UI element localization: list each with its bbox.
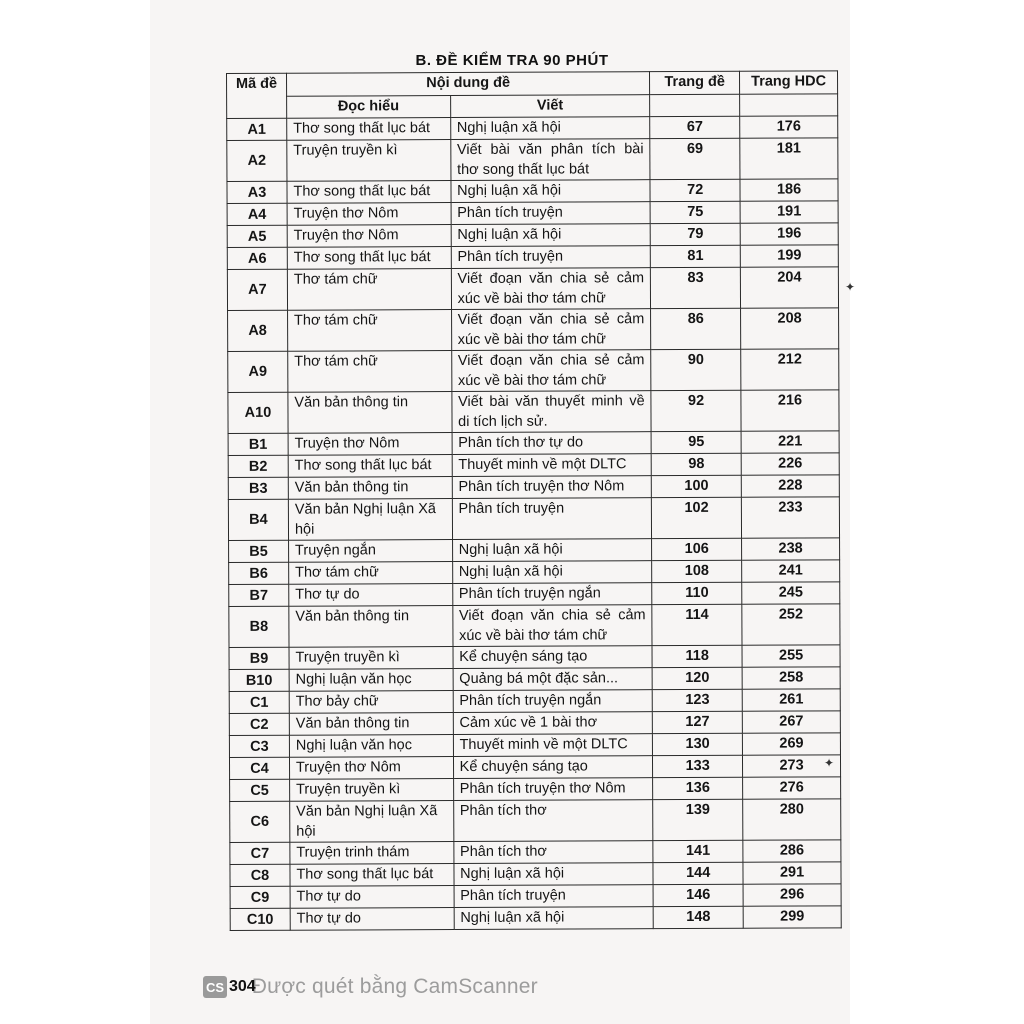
table-row [229, 711, 840, 736]
page-cell: 69 [650, 138, 740, 179]
page-cell: 139 [653, 799, 743, 840]
footer [203, 972, 538, 1002]
answer-page-cell: 299 [743, 906, 841, 928]
answer-page-cell: 296 [743, 884, 841, 906]
answer-page-cell: 241 [742, 560, 840, 582]
code-cell: A3 [227, 181, 287, 203]
code-cell: B9 [229, 647, 289, 669]
code-cell: B1 [228, 433, 288, 455]
answer-page-cell: 261 [742, 689, 840, 711]
table-row [230, 862, 841, 887]
page-cell: 114 [652, 604, 742, 645]
page-cell: 136 [653, 777, 743, 799]
table-row [227, 245, 838, 270]
page-number: 304 [229, 978, 256, 995]
answer-page-cell: 191 [740, 201, 838, 223]
code-cell: C2 [229, 713, 289, 735]
code-cell: A4 [227, 203, 287, 225]
header-code: Mã đề [227, 73, 287, 118]
writing-cell: Kể chuyện sáng tạo [453, 756, 653, 779]
writing-cell: Phân tích truyện thơ Nôm [452, 476, 652, 499]
reading-cell: Thơ song thất lục bát [287, 118, 451, 141]
writing-cell: Quảng bá một đặc sản... [453, 668, 653, 691]
table-row [227, 116, 838, 141]
reading-cell: Văn bản Nghị luận Xã hội [288, 499, 452, 541]
reading-cell: Truyện thơ Nôm [287, 225, 451, 248]
reading-cell: Thơ tám chữ [287, 310, 451, 352]
writing-cell: Phân tích thơ [453, 800, 653, 842]
table-row [229, 538, 840, 563]
answer-page-cell: 226 [741, 453, 839, 475]
page-cell: 79 [650, 223, 740, 245]
page-cell: 118 [652, 645, 742, 667]
reading-cell: Thơ song thất lục bát [287, 247, 451, 270]
table-row [227, 179, 838, 204]
page-cell: 98 [651, 453, 741, 475]
reading-cell: Truyện ngắn [288, 540, 452, 563]
answer-page-cell: 208 [741, 308, 839, 349]
table-row [229, 604, 840, 648]
code-cell: A10 [228, 392, 288, 433]
code-cell: C1 [229, 691, 289, 713]
header-content: Nội dung đề [286, 72, 649, 97]
writing-cell: Viết đoạn văn chia sẻ cảm xúc về bài thơ tám chữ [452, 605, 652, 647]
table-row [230, 840, 841, 865]
header-page: Trang đề [650, 71, 740, 94]
reading-cell: Thơ tám chữ [287, 269, 451, 311]
page-cell: 106 [652, 538, 742, 560]
table-row [229, 755, 840, 780]
table-row [230, 799, 841, 843]
page-cell: 144 [653, 862, 743, 884]
scan-mark: ✦ [845, 280, 856, 294]
page-cell: 81 [650, 245, 740, 267]
code-cell: B2 [228, 455, 288, 477]
table-row [229, 645, 840, 670]
code-cell: A5 [227, 225, 287, 247]
code-cell: B5 [229, 540, 289, 562]
reading-cell: Thơ song thất lục bát [290, 864, 454, 887]
writing-cell: Phân tích truyện thơ Nôm [453, 778, 653, 801]
reading-cell: Thơ tám chữ [289, 562, 453, 585]
header-page-empty [650, 94, 740, 116]
code-cell: B3 [228, 477, 288, 499]
writing-cell: Thuyết minh về một DLTC [453, 734, 653, 757]
table-row [229, 560, 840, 585]
table-row [230, 777, 841, 802]
code-cell: A6 [227, 247, 287, 269]
code-cell: A9 [228, 351, 288, 392]
table-body [227, 116, 842, 931]
code-cell: C8 [230, 864, 290, 886]
reading-cell: Văn bản thông tin [289, 606, 453, 648]
reading-cell: Văn bản thông tin [288, 477, 452, 500]
writing-cell: Viết đoạn văn chia sẻ cảm xúc về bài thơ tám chữ [451, 309, 651, 351]
answer-page-cell: 204 [740, 267, 838, 308]
reading-cell: Thơ tám chữ [288, 351, 452, 393]
table-row [228, 390, 839, 434]
page-cell: 110 [652, 582, 742, 604]
table-row [230, 906, 841, 931]
writing-cell: Cảm xúc về 1 bài thơ [453, 712, 653, 735]
header-answer-page: Trang HDC [740, 71, 838, 94]
writing-cell: Nghị luận xã hội [451, 180, 651, 203]
page-cell: 130 [653, 733, 743, 755]
answer-page-cell: 199 [740, 245, 838, 267]
table-row [227, 223, 838, 248]
code-cell: C4 [229, 757, 289, 779]
code-cell: A2 [227, 140, 287, 181]
writing-cell: Thuyết minh về một DLTC [452, 454, 652, 477]
reading-cell: Thơ song thất lục bát [287, 181, 451, 204]
reading-cell: Văn bản thông tin [289, 713, 453, 736]
table-row [227, 201, 838, 226]
answer-page-cell: 238 [742, 538, 840, 560]
writing-cell: Nghị luận xã hội [454, 863, 654, 886]
writing-cell: Phân tích truyện [454, 885, 654, 908]
code-cell: A7 [227, 269, 287, 310]
reading-cell: Văn bản thông tin [288, 392, 452, 434]
code-cell: C3 [229, 735, 289, 757]
answer-page-cell: 216 [741, 390, 839, 431]
answer-page-cell: 286 [743, 840, 841, 862]
exam-table [226, 70, 842, 931]
page-cell: 148 [653, 906, 743, 928]
code-cell: A1 [227, 118, 287, 140]
table-row [227, 267, 838, 311]
reading-cell: Thơ tự do [290, 886, 454, 909]
page-cell: 72 [650, 179, 740, 201]
reading-cell: Nghị luận văn học [289, 669, 453, 692]
writing-cell: Phân tích truyện [452, 498, 652, 540]
code-cell: A8 [228, 310, 288, 351]
page-cell: 108 [652, 560, 742, 582]
answer-page-cell: 255 [742, 645, 840, 667]
page-cell: 146 [653, 884, 743, 906]
reading-cell: Thơ bảy chữ [289, 691, 453, 714]
table-row [228, 475, 839, 500]
writing-cell: Nghị luận xã hội [450, 117, 650, 140]
page-cell: 102 [652, 497, 742, 538]
page-cell: 90 [651, 349, 741, 390]
table-row [230, 884, 841, 909]
answer-page-cell: 233 [741, 497, 839, 538]
writing-cell: Nghị luận xã hội [452, 539, 652, 562]
answer-page-cell: 276 [743, 777, 841, 799]
page-cell: 92 [651, 390, 741, 431]
code-cell: B8 [229, 606, 289, 647]
table-row [228, 431, 839, 456]
table-row [228, 308, 839, 352]
table-row [228, 497, 839, 541]
answer-page-cell: 252 [742, 604, 840, 645]
reading-cell: Truyện thơ Nôm [288, 433, 452, 456]
header-writing: Viết [450, 95, 650, 118]
writing-cell: Viết đoạn văn chia sẻ cảm xúc về bài thơ tám chữ [451, 350, 651, 392]
table-row [229, 689, 840, 714]
reading-cell: Văn bản Nghị luận Xã hội [290, 801, 454, 843]
answer-page-cell: 221 [741, 431, 839, 453]
reading-cell: Thơ song thất lục bát [288, 455, 452, 478]
answer-page-cell: 212 [741, 349, 839, 390]
reading-cell: Truyện truyền kì [287, 140, 451, 182]
reading-cell: Thơ tự do [289, 584, 453, 607]
writing-cell: Phân tích thơ [453, 841, 653, 864]
writing-cell: Viết bài văn phân tích bài thơ song thất lục bát [450, 139, 650, 181]
writing-cell: Phân tích truyện ngắn [453, 690, 653, 713]
page-cell: 123 [652, 689, 742, 711]
page-cell: 83 [651, 267, 741, 308]
header-answer-page-empty [740, 94, 838, 116]
writing-cell: Phân tích truyện [451, 202, 651, 225]
page-cell: 95 [651, 431, 741, 453]
page-cell: 120 [652, 667, 742, 689]
reading-cell: Truyện truyền kì [290, 779, 454, 802]
reading-cell: Truyện thơ Nôm [289, 757, 453, 780]
table-row [228, 349, 839, 393]
camscanner-logo-icon: CS [203, 976, 227, 998]
table-row [229, 733, 840, 758]
code-cell: B7 [229, 584, 289, 606]
answer-page-cell: 186 [740, 179, 838, 201]
page-cell: 86 [651, 308, 741, 349]
answer-page-cell: 176 [740, 116, 838, 138]
code-cell: C10 [230, 908, 290, 930]
page-cell: 100 [651, 475, 741, 497]
answer-page-cell: 245 [742, 582, 840, 604]
camscanner-watermark: Được quét bằng CamScanner [251, 975, 538, 998]
answer-page-cell: 258 [742, 667, 840, 689]
answer-page-cell: 269 [742, 733, 840, 755]
page-cell: 67 [650, 116, 740, 138]
code-cell: B6 [229, 562, 289, 584]
answer-page-cell: 280 [743, 799, 841, 840]
writing-cell: Kể chuyện sáng tạo [453, 646, 653, 669]
page-cell: 133 [653, 755, 743, 777]
table-row [227, 138, 838, 182]
answer-page-cell: 267 [742, 711, 840, 733]
scan-mark: ✦ [824, 756, 835, 770]
writing-cell: Phân tích truyện [451, 246, 651, 269]
writing-cell: Phân tích truyện ngắn [452, 583, 652, 606]
writing-cell: Nghị luận xã hội [454, 907, 654, 930]
table-row [229, 667, 840, 692]
answer-page-cell: 181 [740, 138, 838, 179]
answer-page-cell: 291 [743, 862, 841, 884]
header-reading: Đọc hiểu [287, 96, 451, 119]
writing-cell: Viết đoạn văn chia sẻ cảm xúc về bài thơ tám chữ [451, 268, 651, 310]
code-cell: C9 [230, 886, 290, 908]
reading-cell: Nghị luận văn học [289, 735, 453, 758]
code-cell: C6 [230, 801, 290, 842]
reading-cell: Truyện truyền kì [289, 647, 453, 670]
table-row [228, 453, 839, 478]
code-cell: C7 [230, 842, 290, 864]
page-cell: 127 [653, 711, 743, 733]
reading-cell: Truyện thơ Nôm [287, 203, 451, 226]
reading-cell: Truyện trinh thám [290, 842, 454, 865]
page-cell: 75 [650, 201, 740, 223]
writing-cell: Nghị luận xã hội [451, 224, 651, 247]
answer-page-cell: 273 [743, 755, 841, 777]
section-heading: B. ĐỀ KIỂM TRA 90 PHÚT [415, 52, 609, 69]
code-cell: C5 [230, 779, 290, 801]
writing-cell: Nghị luận xã hội [452, 561, 652, 584]
answer-page-cell: 228 [741, 475, 839, 497]
code-cell: B10 [229, 669, 289, 691]
table-row [229, 582, 840, 607]
writing-cell: Viết bài văn thuyết minh về di tích lịch sử. [452, 391, 652, 433]
reading-cell: Thơ tự do [290, 908, 454, 931]
page-cell: 141 [653, 840, 743, 862]
answer-page-cell: 196 [740, 223, 838, 245]
writing-cell: Phân tích thơ tự do [452, 432, 652, 455]
code-cell: B4 [228, 499, 288, 540]
